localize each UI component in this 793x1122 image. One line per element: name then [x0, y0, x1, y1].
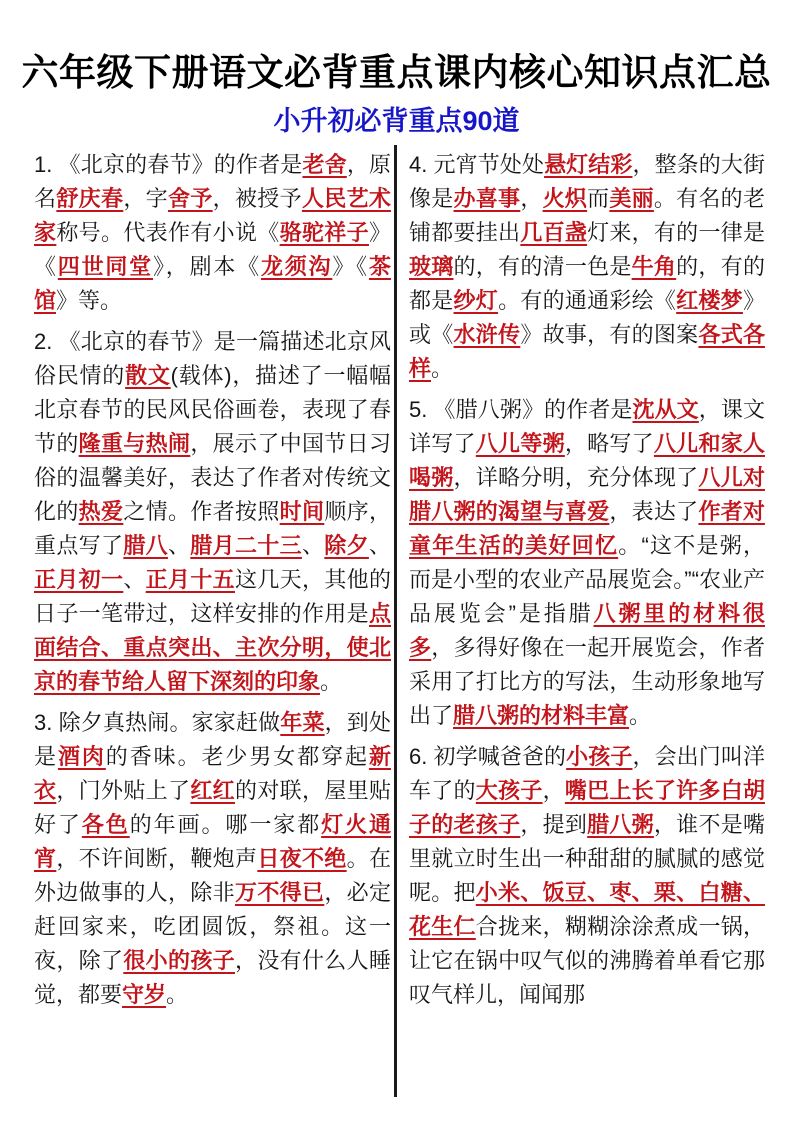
body-text: 。 — [166, 982, 189, 1007]
body-text: 。在外边做事的人，除非 — [34, 846, 391, 905]
body-text: 1. 《北京的春节》的作者是 — [34, 152, 303, 177]
highlighted-term: 悬灯结彩 — [544, 152, 633, 177]
highlighted-term: 年菜 — [280, 710, 325, 735]
highlighted-term: 热爱 — [78, 499, 124, 524]
highlighted-term: 隆重与热闹 — [78, 431, 191, 456]
body-text: ， — [542, 778, 565, 803]
page-title: 六年级下册语文必背重点课内核心知识点汇总 — [21, 52, 772, 93]
highlighted-term: 灯火通宵 — [34, 812, 391, 871]
body-text: ，整条的大街像是 — [409, 152, 765, 211]
highlighted-term: 各式各样 — [409, 322, 765, 381]
highlighted-term: 时间 — [279, 499, 325, 524]
body-text: 顺序，重点写了 — [34, 499, 391, 558]
knowledge-point-paragraph — [34, 706, 391, 1012]
highlighted-term: 四世同堂 — [57, 254, 153, 279]
knowledge-point-paragraph — [34, 148, 391, 318]
body-text: 3. 除夕真热闹。家家赶做 — [34, 710, 281, 735]
highlighted-term: 人民艺术家 — [34, 186, 391, 245]
body-text: ，原名 — [34, 152, 391, 211]
highlighted-term: 腊月二十三 — [190, 533, 302, 558]
highlighted-term: 除夕 — [324, 533, 369, 558]
body-text: ，到处是 — [34, 710, 391, 769]
body-text: 之情。作者按照 — [123, 499, 280, 524]
body-text: 、 — [301, 533, 325, 558]
highlighted-term: 骆驼祥子 — [279, 220, 369, 245]
body-text: 而 — [587, 186, 610, 211]
highlighted-term: 茶馆 — [34, 254, 391, 313]
body-text: 的年画。哪一家都 — [129, 812, 322, 837]
highlighted-term: 玻璃 — [409, 254, 454, 279]
body-text: 》，剧本《 — [152, 254, 261, 279]
highlighted-term: 舍予 — [167, 186, 213, 211]
body-text: 。 — [320, 669, 343, 694]
highlighted-term: 守岁 — [122, 982, 167, 1007]
body-text: 。 — [431, 356, 454, 381]
highlighted-term: 红楼梦 — [676, 288, 743, 313]
knowledge-point-paragraph — [409, 740, 765, 1012]
body-text: 2. 《北京的春节》是一篇描述北京风俗民情的 — [34, 329, 391, 388]
body-text: ，不许间断，鞭炮声 — [56, 846, 258, 871]
knowledge-point-paragraph — [409, 148, 765, 386]
body-text: 》或《 — [409, 288, 765, 347]
highlighted-term: 火炽 — [542, 186, 588, 211]
body-text: (载体)，描述了一幅幅北京春节的民风民俗画卷，表现了春节的 — [34, 363, 391, 456]
body-text: 的对联，屋里贴好了 — [34, 778, 391, 837]
body-text: 。有的通通彩绘《 — [498, 288, 677, 313]
highlighted-term: 八粥里的材料很多 — [409, 601, 765, 660]
body-text: 的，有的都是 — [409, 254, 765, 313]
body-text: 的，有的清一色是 — [453, 254, 632, 279]
column-right — [409, 148, 765, 1019]
body-text: 。有名的老铺都要挂出 — [409, 186, 765, 245]
highlighted-term: 纱灯 — [453, 288, 499, 313]
highlighted-term: 各色 — [81, 812, 130, 837]
body-text: 》《 — [332, 254, 369, 279]
highlighted-term: 八儿等粥 — [475, 431, 565, 456]
body-text: 、 — [123, 567, 146, 592]
highlighted-term: 很小的孩子 — [123, 948, 235, 973]
page-subtitle: 小升初必背重点90道 — [273, 106, 520, 136]
body-text: ，被授予 — [212, 186, 302, 211]
highlighted-term: 酒肉 — [57, 744, 106, 769]
highlighted-term: 大孩子 — [475, 778, 543, 803]
highlighted-term: 舒庆春 — [56, 186, 124, 211]
highlighted-term: 龙须沟 — [260, 254, 333, 279]
highlighted-term: 腊八 — [123, 533, 168, 558]
body-text: 6. 初学喊爸爸的 — [409, 744, 567, 769]
body-text: ，门外贴上了 — [56, 778, 191, 803]
highlighted-term: 新衣 — [34, 744, 391, 803]
highlighted-term: 作者对童年生活的美好回忆 — [409, 499, 765, 558]
highlighted-term: 小米、饭豆、枣、栗、白糖、花生仁 — [409, 880, 765, 939]
body-text: 合拢来，糊糊涂涂煮成一锅，让它在锅中叹气似的沸腾着单看它那叹气样儿，闻闻那 — [409, 914, 765, 1007]
highlighted-term: 八儿对腊八粥的渴望与喜爱 — [409, 465, 765, 524]
highlighted-term: 正月十五 — [145, 567, 235, 592]
highlighted-term: 嘴巴上长了许多白胡子的老孩子 — [409, 778, 765, 837]
body-text: ，必定赶回家来，吃团圆饭，祭祖。这一夜，除了 — [34, 880, 391, 973]
body-text: 4. 元宵节处处 — [409, 152, 545, 177]
body-text: 、 — [167, 533, 191, 558]
body-text: 》故事，有的图案 — [520, 322, 699, 347]
highlighted-term: 腊八粥 — [587, 812, 654, 837]
body-text: 灯来，有的一律是 — [587, 220, 765, 245]
highlighted-term: 腊八粥的材料丰富 — [453, 703, 630, 728]
highlighted-term: 八儿和家人喝粥 — [409, 431, 765, 490]
body-text: ，表达了 — [609, 499, 699, 524]
body-text: ，谁不是嘴里就立时生出一种甜甜的腻腻的感觉呢。把 — [409, 812, 765, 905]
body-text: ，课文详写了 — [409, 397, 765, 456]
highlighted-term: 牛角 — [631, 254, 677, 279]
body-text: 。 — [629, 703, 652, 728]
highlighted-term: 沈从文 — [632, 397, 699, 422]
body-text: ，没有什么人睡觉，都要 — [34, 948, 391, 1007]
body-text: 的香味。老少男女都穿起 — [105, 744, 369, 769]
body-text: 5. 《腊八粥》的作者是 — [409, 397, 633, 422]
body-text: ，多得好像在一起开展览会，作者采用了打比方的写法，生动形象地写出了 — [409, 635, 765, 728]
highlighted-term: 美丽 — [609, 186, 654, 211]
highlighted-term: 水浒传 — [453, 322, 521, 347]
highlighted-term: 办喜事 — [453, 186, 521, 211]
body-text: 这几天，其他的日子一笔带过，这样安排的作用是 — [34, 567, 391, 626]
body-text: 》《 — [34, 220, 391, 279]
column-left — [34, 148, 391, 1019]
highlighted-term: 散文 — [125, 363, 171, 388]
body-text: ，展示了中国节日习俗的温馨美好，表达了作者对传统文化的 — [34, 431, 391, 524]
body-text: 》等。 — [56, 288, 123, 313]
highlighted-term: 红红 — [190, 778, 235, 803]
body-text: ，会出门叫洋车了的 — [409, 744, 765, 803]
highlighted-term: 日夜不绝 — [257, 846, 347, 871]
body-text: ， — [520, 186, 543, 211]
highlighted-term: 老舍 — [302, 152, 347, 177]
highlighted-term: 几百盏 — [520, 220, 588, 245]
highlighted-term: 正月初一 — [34, 567, 124, 592]
body-text: ，提到 — [520, 812, 588, 837]
highlighted-term: 点面结合、重点突出、主次分明，使北京的春节给人留下深刻的印象 — [34, 601, 391, 694]
body-text: 、 — [368, 533, 391, 558]
body-text: 称号。代表作有小说《 — [56, 220, 280, 245]
column-divider — [394, 145, 397, 1097]
body-text: ，略写了 — [564, 431, 654, 456]
body-text: 。“这不是粥，而是小型的农业产品展览会。”“农业产品展览会”是指腊 — [409, 533, 765, 626]
highlighted-term: 万不得已 — [234, 880, 325, 905]
highlighted-term: 小孩子 — [566, 744, 633, 769]
body-text: ，字 — [123, 186, 168, 211]
knowledge-point-paragraph — [34, 325, 391, 699]
body-text: ，详略分明，充分体现了 — [453, 465, 699, 490]
knowledge-point-paragraph — [409, 393, 765, 733]
